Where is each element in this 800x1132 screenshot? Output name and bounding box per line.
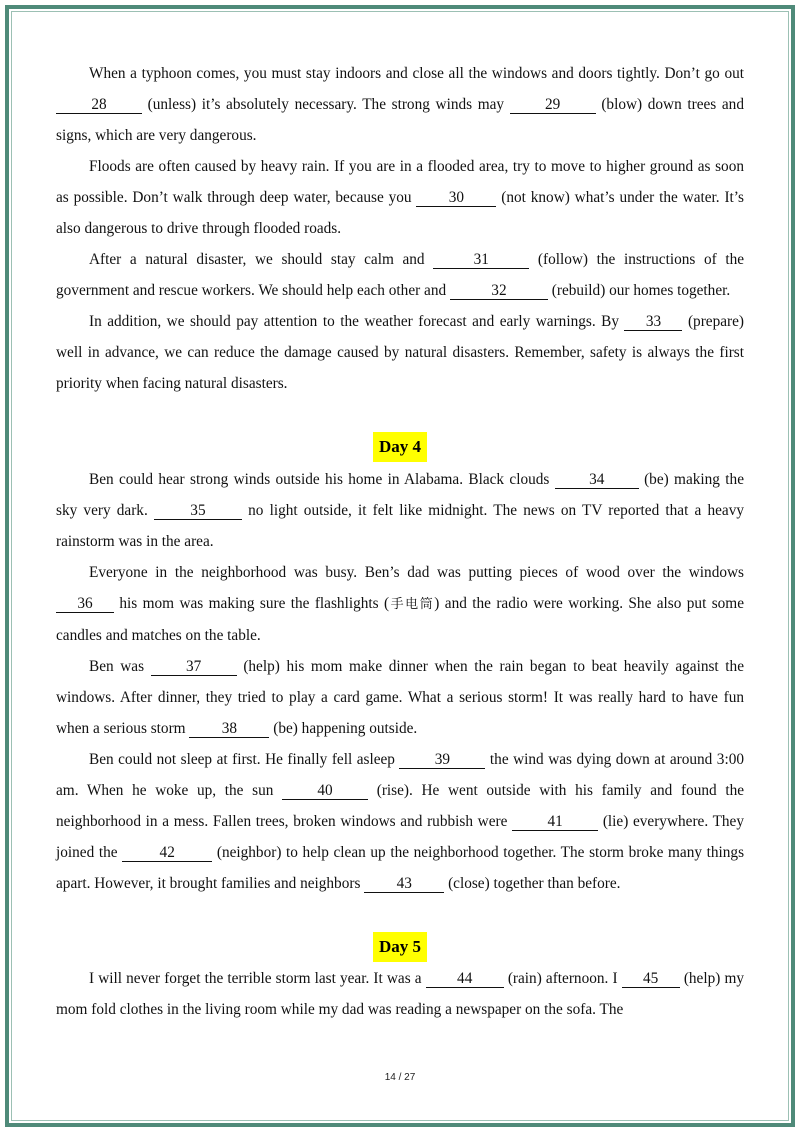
paragraph-typhoon: When a typhoon comes, you must stay indoors and close all the windows and doors tightly. Don’t go out 28 (unless) it’s absolutely necessary. The strong winds may 29 (blow) down trees and signs, which are very dangerous. [56,65,744,144]
paragraph-day4-2: Everyone in the neighborhood was busy. Ben’s dad was putting pieces of wood over the windows 36 his mom was making sure the flashlights (手电筒) and the radio were working. She also put some candles and matches on the table. [56,564,744,644]
answer-blank-39[interactable]: 39 [399,751,485,769]
answer-blank-38[interactable]: 38 [189,720,269,738]
answer-blank-44[interactable]: 44 [426,970,504,988]
answer-blank-28[interactable]: 28 [56,96,142,114]
answer-blank-42[interactable]: 42 [122,844,212,862]
answer-blank-43[interactable]: 43 [364,875,444,893]
answer-blank-33[interactable]: 33 [624,313,682,331]
day-5-heading-row [56,932,744,962]
day-5-heading: Day 5 [373,932,427,962]
answer-blank-32[interactable]: 32 [450,282,548,300]
answer-blank-40[interactable]: 40 [282,782,368,800]
answer-blank-45[interactable]: 45 [622,970,680,988]
paragraph-day4-4: Ben could not sleep at first. He finally fell asleep 39 the wind was dying down at around 3:00 am. When he woke up, the sun 40 (rise). He went outside with his family and found the neighborhood in a mess. Fallen trees, broken windows and rubbish were 41 (lie) everywhere. They joined the 42 (neighbor) to help clean up the neighborhood together. The storm broke many things apart. However, it brought families and neighbors 43 (close) together than before. [56,751,745,892]
flashlights-chinese-gloss: 手电筒 [389,597,435,612]
day-4-heading-row [56,432,744,462]
paragraph-after-disaster: After a natural disaster, we should stay calm and 31 (follow) the instructions of the government and rescue workers. We should help each other and 32 (rebuild) our homes together. [56,251,745,299]
paragraph-day4-1: Ben could hear strong winds outside his home in Alabama. Black clouds 34 (be) making the sky very dark. 35 no light outside, it felt like midnight. The news on TV reported that a heavy rainstorm was in the area. [56,471,744,550]
day-4-heading: Day 4 [373,432,427,462]
paragraph-in-addition: In addition, we should pay attention to the weather forecast and early warnings. By 33 (prepare) well in advance, we can reduce the damage caused by natural disasters. Remember, safety is always the first priority when facing natural disasters. [56,313,744,392]
page-number: 14 / 27 [384,1072,416,1083]
paragraph-day4-3: Ben was 37 (help) his mom make dinner when the rain began to beat heavily against the windows. After dinner, they tried to play a card game. What a serious storm! It was really hard to have fun when a serious storm 38 (be) happening outside. [56,658,744,737]
document-body [56,58,744,1025]
answer-blank-36[interactable]: 36 [56,595,114,613]
paragraph-floods: Floods are often caused by heavy rain. If you are in a flooded area, try to move to higher ground as soon as possible. Don’t walk through deep water, because you 30 (not know) what’s under the water. It’s also dangerous to drive through flooded roads. [56,158,744,237]
answer-blank-31[interactable]: 31 [433,251,529,269]
paragraph-day5-1: I will never forget the terrible storm last year. It was a 44 (rain) afternoon. I 45 (help) my mom fold clothes in the living room while my dad was reading a newspaper on the sofa. The [56,970,745,1018]
answer-blank-35[interactable]: 35 [154,502,242,520]
answer-blank-30[interactable]: 30 [416,189,496,207]
answer-blank-37[interactable]: 37 [151,658,237,676]
answer-blank-34[interactable]: 34 [555,471,639,489]
answer-blank-29[interactable]: 29 [510,96,596,114]
answer-blank-41[interactable]: 41 [512,813,598,831]
